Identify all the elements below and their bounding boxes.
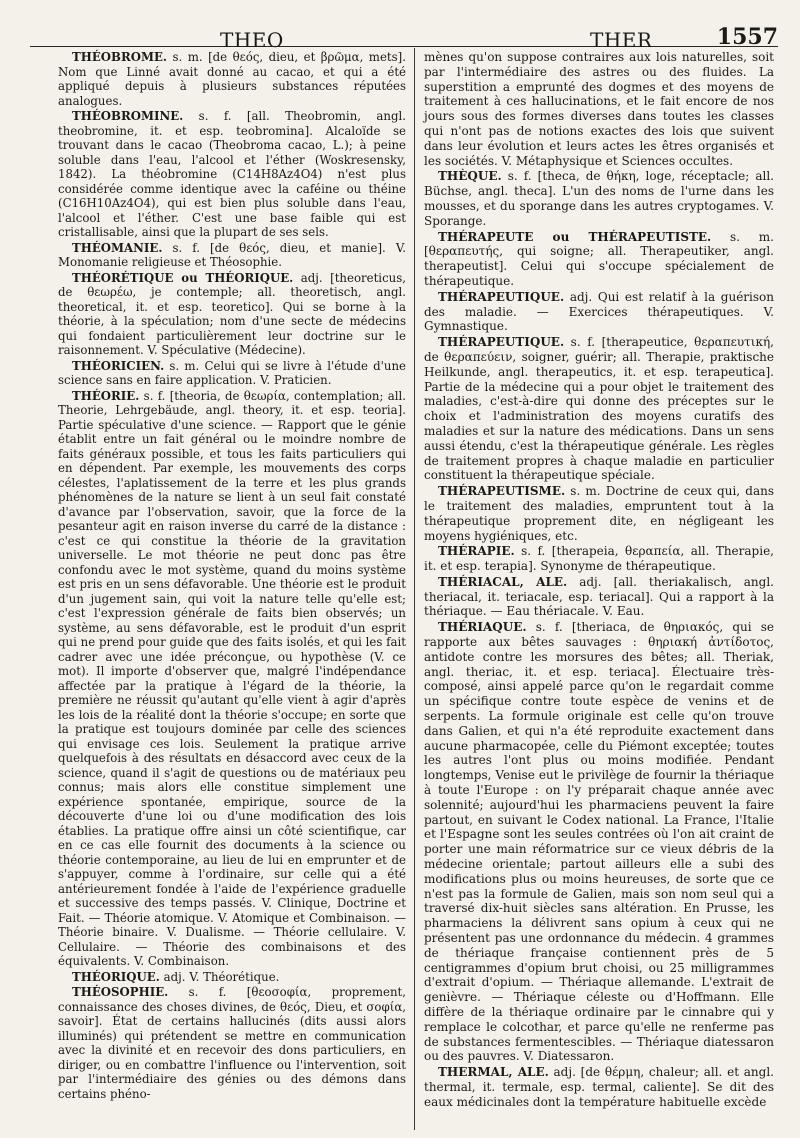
dictionary-entry xyxy=(58,985,406,1101)
entry-headword: THÉOSOPHIE. xyxy=(72,985,169,999)
entry-headword: THÉRAPEUTIQUE. xyxy=(438,335,565,350)
entry-headword: THÉRAPIE. xyxy=(438,544,515,559)
entry-definition: adj. V. Théorétique. xyxy=(163,969,280,984)
dictionary-entry xyxy=(58,50,406,108)
dictionary-entry xyxy=(58,359,406,388)
dictionary-entry xyxy=(424,484,774,543)
entry-headword: THÉORICIEN. xyxy=(72,358,165,373)
running-head-right: THER xyxy=(590,28,653,52)
page-header xyxy=(30,14,778,52)
entry-definition: s. f. [theoria, de θεωρία, contemplation; all. Theorie, Lehrgebäude, angl. theory, it. et esp. teoria]. Partie spéculative d'une science. — Rapport que le génie établit entre un fait général ou le moindre nombre de faits généraux possible, et tous les faits particuliers qui en dépendent. Par exemple, les mouvements des corps célestes, l'aplatissement de la terre et les plus grands phénomènes de la nature se lient à un seul fait constaté d'avance par l'observation, savoir, que la force de la pesanteur agit en raison inverse du carré de la distance : c'est ce qui constitue la théorie de la gravitation universelle. Le mot théorie ne peut donc pas être confondu avec le mot système, quand du moins système est pris en un sens défavorable. Une théorie est le produit d'un jugement sain, qui voit la nature telle qu'elle est; c'est l'expression générale de faits bien observés; un système, au sens défavorable, est le produit d'un esprit qui ne prend pour guide que des faits isolés, et qui les fait cadrer avec une idée préconçue, ou hypothèse (V. ce mot). Il importe d'observer que, malgré l'indépendance affectée par la pratique à l'égard de la théorie, la première ne réussit qu'autant qu'elle vient à agir d'après les lois de la réalité dont la théorie s'occupe; en sorte que la pratique est toujours dominée par celle des sciences qui envisage ces lois. Seulement la pratique arrive quelquefois à des résultats en désaccord avec ceux de la science, quand il s'agit de questions ou de matériaux peu connus; mais alors elle constitue simplement une expérience spontanée, empirique, source de la découverte d'une loi ou d'une modification des lois établies. La pratique offre ainsi un côté scientifique, car en ce cas elle fournit des documents à la science ou théorie contemporaine, au lieu de lui en emprunter et de s'appuyer, comme à l'ordinaire, sur celle qui a été antérieurement fondée à l'aide de l'expérience graduelle et successive des temps passés. V. Clinique, Doctrine et Fait. — Théorie atomique. V. Atomique et Combinaison. — Théorie binaire. V. Dualisme. — Théorie cellulaire. V. Cellulaire. — Théorie des combinaisons et des équivalents. V. Combinaison. xyxy=(58,388,406,968)
dictionary-entry xyxy=(58,970,406,985)
right-column xyxy=(424,50,774,1111)
entry-definition: s. f. [therapeia, θεραπεία, all. Therapie, it. et esp. terapia]. Synonyme de thérapeutique. xyxy=(424,544,774,574)
entry-headword: THÉRAPEUTE ou THÉRAPEUTISTE. xyxy=(438,229,712,244)
entry-definition: s. m. [θεραπευτής, qui soigne; all. Therapeutiker, angl. therapeutist]. Celui qui s'occupe spécialement de thérapeutique. xyxy=(424,229,774,288)
entry-definition: adj. Qui est relatif à la guérison des maladie. — Exercices thérapeutiques. V. Gymnastique. xyxy=(424,289,774,334)
entry-headword: THÈQUE. xyxy=(438,169,502,184)
entry-definition: s. f. [de θεός, dieu, et manie]. V. Monomanie religieuse et Théosophie. xyxy=(58,240,406,269)
dictionary-entry xyxy=(58,271,406,358)
dictionary-entry xyxy=(424,575,774,619)
entry-definition: s. f. [theriaca, de θηριακός, qui se rapporte aux bêtes sauvages : θηριακή ἀντίδοτος, antidote contre les morsures des bêtes; all. Theriak, angl. theriac, it. et esp. teriaca]. Électuaire très-composé, ainsi appelé parce qu'on le regardait comme un spécifique contre toute espèce de venins et de serpents. La formule originale est celle qu'on trouve dans Galien, et qui n'a été reproduite exactement dans aucune pharmacopée, celle du Piémont exceptée; toutes les autres l'ont plus ou moins modifiée. Pendant longtemps, Venise eut le privilège de fournir la thériaque à toute l'Europe : on l'y préparait chaque année avec solennité; aujourd'hui les pharmaciens peuvent la faire partout, en suivant le Codex national. La France, l'Italie et l'Espagne sont les seules contrées où l'on ait craint de porter une main réformatrice sur ce vieux débris de la médecine orientale; partout ailleurs elle a subi des modifications plus ou moins heureuses, de sorte que ce n'est pas la formule de Galien, mais son nom seul qui a traversé dix-huit siècles sans altération. En Prusse, les pharmaciens la délivrent sans opium à ceux qui ne présentent pas une ordonnance du médecin. 4 grammes de thériaque française contiennent près de 5 centigrammes d'opium brut choisi, ou 25 milligrammes d'extrait d'opium. — Thériaque allemande. L'extrait de genièvre. — Thériaque céleste ou d'Hoffmann. Elle diffère de la thériaque ordinaire par le cinnabre qui y remplace le colcothar, et parce qu'elle ne renferme pas de substances fermentescibles. — Thériaque diatessaron ou des pauvres. V. Diatessaron. xyxy=(424,620,774,1064)
entry-definition: s. f. [θεοσοφία, proprement, connaissance des choses divines, de θεός, Dieu, et σοφία, savoir]. État de certains hallucinés (dits aussi alors illuminés) qui prétendent se mettre en communication avec la divinité et en recevoir des dons particuliers, en diriger, ou en combattre l'influence ou l'intervention, soit par l'intermédiaire des génies ou des démons dans certains phéno- xyxy=(58,985,406,1101)
dictionary-entry xyxy=(424,1065,774,1109)
dictionary-entry xyxy=(58,241,406,270)
dictionary-entry xyxy=(424,620,774,1064)
dictionary-entry xyxy=(58,109,406,240)
dictionary-entry xyxy=(58,389,406,969)
entry-definition: mènes qu'on suppose contraires aux lois naturelles, soit par l'intermédiaire des astres ou des fluides. La superstition a emprunté des dogmes et des moyens de traitement à ces hallucinations, et le fait encore de nos jours sous des formes diverses dans toutes les classes qui n'ont pas de notions exactes des lois que suivent dans leur évolution et leurs actes les êtres organisés et les sociétés. V. Métaphysique et Sciences occultes. xyxy=(424,50,774,168)
entry-headword: THÉORIE. xyxy=(72,388,140,403)
dictionary-entry xyxy=(424,50,774,168)
entry-headword: THÉORIQUE. xyxy=(72,969,160,984)
entry-definition: s. f. [therapeutice, θεραπευτική, de θεραπεύειν, soigner, guérir; all. Therapie, praktische Heilkunde, angl. therapeutics, it. et esp. terapeutica]. Partie de la médecine qui a pour objet le traitement des maladies, c'est-à-dire qui donne des préceptes sur le choix et l'administration des moyens curatifs des maladies et sur la nature des médications. Dans un sens aussi étendu, c'est la thérapeutique générale. Les règles de traitement propres à chaque maladie en particulier constituent la thérapeutique spéciale. xyxy=(424,335,774,483)
entry-headword: THÉORÉTIQUE ou THÉORIQUE. xyxy=(72,270,294,285)
entry-definition: adj. [de θέρμη, chaleur; all. et angl. thermal, it. termale, esp. termal, caliente]. Se dit des eaux médicinales dont la température habituelle excède xyxy=(424,1065,774,1109)
entry-definition: adj. [all. theriakalisch, angl. theriacal, it. teriacale, esp. teriacal]. Qui a rapport à la thériaque. — Eau thériacale. V. Eau. xyxy=(424,574,774,619)
entry-headword: THÉOBROMINE. xyxy=(72,109,184,123)
column-divider xyxy=(414,48,415,1130)
entry-headword: THÉOMANIE. xyxy=(72,240,163,255)
dictionary-entry xyxy=(424,230,774,289)
entry-definition: s. m. Celui qui se livre à l'étude d'une science sans en faire application. V. Praticien. xyxy=(58,358,406,387)
entry-definition: s. f. [all. Theobromin, angl. theobromine, it. et esp. teobromina]. Alcaloïde se trouvant dans le cacao (Theobroma cacao, L.); à peine soluble dans l'eau, l'alcool et l'éther (Woskresensky, 1842). La théobromine (C14H8Az4O4) n'est plus considérée comme identique avec la caféine ou théine (C16H10Az4O4), qui est bien plus soluble dans l'eau, l'alcool et l'éther. C'est une base faible qui est cristallisable, ainsi que la plupart de ses sels. xyxy=(58,109,406,239)
dictionary-entry xyxy=(424,544,774,574)
entry-definition: s. m. [de θεός, dieu, et βρῶμα, mets]. Nom que Linné avait donné au cacao, et qui a été appliqué depuis à plusieurs substances réputées analogues. xyxy=(58,50,406,108)
entry-headword: THÉOBROME. xyxy=(72,50,168,64)
entry-definition: s. m. Doctrine de ceux qui, dans le traitement des maladies, empruntent tout à la thérapeutique proprement dite, en négligeant les moyens hygiéniques, etc. xyxy=(424,484,774,543)
entry-headword: THÉRIAQUE. xyxy=(438,620,527,635)
entry-definition: adj. [theoreticus, de θεωρέω, je contemple; all. theoretisch, angl. theoretical, it. et esp. teoretico]. Qui se borne à la théorie, à la spéculation; nom d'une secte de médecins qui fondaient particulièrement leur doctrine sur le raisonnement. V. Spéculative (Médecine). xyxy=(58,270,406,357)
dictionary-entry xyxy=(424,335,774,483)
entry-headword: THÉRAPEUTIQUE. xyxy=(438,289,565,304)
dictionary-entry xyxy=(424,169,774,228)
left-column xyxy=(58,50,406,1102)
running-head-left: THEO xyxy=(220,28,284,52)
page-number: 1557 xyxy=(716,24,778,50)
entry-definition: s. f. [theca, de θήκη, loge, réceptacle; all. Büchse, angl. theca]. L'un des noms de l'urne dans les mousses, et du sporange dans les autres cryptogames. V. Sporange. xyxy=(424,169,774,228)
entry-headword: THÉRAPEUTISME. xyxy=(438,484,566,499)
entry-headword: THERMAL, ALE. xyxy=(438,1065,549,1080)
dictionary-entry xyxy=(424,290,774,334)
entry-headword: THÉRIACAL, ALE. xyxy=(438,574,568,589)
